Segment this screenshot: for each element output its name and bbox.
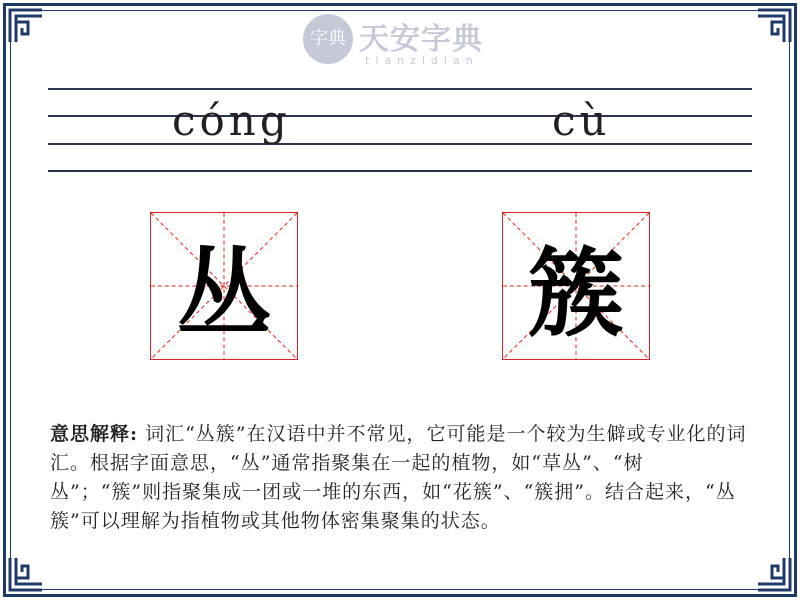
corner-ornament-icon bbox=[8, 8, 44, 44]
character-grid-1 bbox=[150, 212, 298, 360]
corner-ornament-icon bbox=[8, 556, 44, 592]
logo-name: 天安字典 bbox=[359, 22, 483, 57]
logo-seal-icon: 字典 bbox=[303, 14, 353, 64]
meaning-label: 意思解释 bbox=[50, 423, 131, 445]
character-1: 丛 bbox=[176, 237, 272, 350]
pinyin-2: cù bbox=[552, 96, 611, 145]
logo-watermark bbox=[303, 12, 503, 70]
meaning-paragraph: 意思解释: 词汇“丛簇”在汉语中并不常见，它可能是一个较为生僻或专业化的词汇。根据字面意思，“丛”通常指聚集在一起的植物，如“草丛”、“树丛”；“簇”则指聚集成一团或一堆的东西，如“花簇”、“簇拥”。结合起来，“丛簇”可以理解为指植物或其他物体密集聚集的状态。 bbox=[50, 423, 747, 532]
corner-ornament-icon bbox=[756, 556, 792, 592]
pinyin-1: cóng bbox=[172, 96, 291, 145]
character-grid-2 bbox=[502, 212, 650, 360]
corner-ornament-icon bbox=[756, 8, 792, 44]
meaning-text: 词汇“丛簇”在汉语中并不常见，它可能是一个较为生僻或专业化的词汇。根据字面意思，“丛”通常指聚集在一起的植物，如“草丛”、“树丛”；“簇”则指聚集成一团或一堆的东西，如“花簇”、“簇拥”。结合起来，“丛簇”可以理解为指植物或其他物体密集聚集的状态。 bbox=[50, 423, 747, 532]
pinyin-ruled-lines bbox=[48, 88, 752, 172]
logo-subtitle: tianzidian bbox=[365, 54, 479, 67]
character-2: 簇 bbox=[528, 237, 624, 350]
